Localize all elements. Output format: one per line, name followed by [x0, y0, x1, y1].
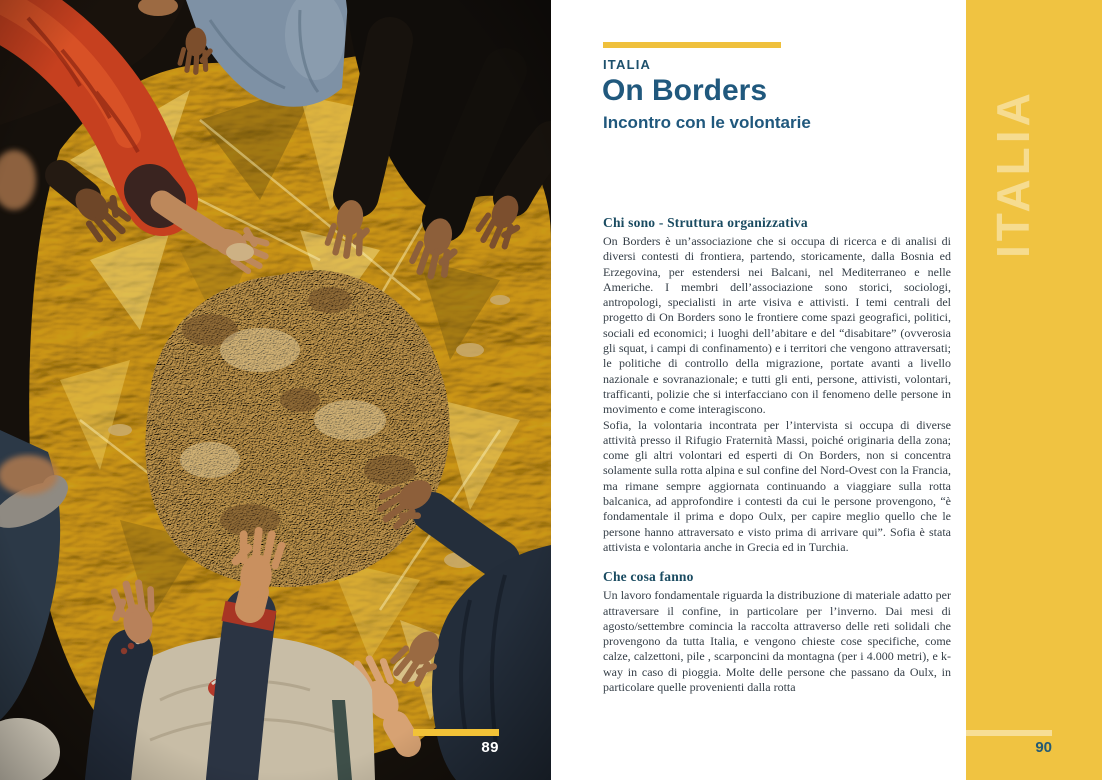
section-heading: Che cosa fanno	[603, 569, 694, 585]
page-number-left: 89	[481, 739, 499, 756]
folio-accent-bar-left	[413, 729, 499, 736]
page-number-right: 90	[1035, 739, 1052, 756]
header-accent-bar	[603, 42, 781, 48]
page-title: On Borders	[602, 74, 768, 107]
section-che-cosa-fanno	[603, 569, 951, 695]
folio-accent-bar-right	[966, 730, 1052, 736]
paragraph: Sofia, la volontaria incontrata per l’intervista si occupa di diverse attività presso il Rifugio Fraternità Massi, poiché originaria della zona; come gli altri volontari ed esperti di On Borders, non si concentra solamente sulla rotta alpina e sul confine del Nord-Ovest con la Francia, ma rimane sempre aggiornata continuando a viaggiare sulla rotta balcanica, ad approfondire i contesti da cui le persone provengono, “è fondamentale il prima e dopo Oulx, per capire meglio quello che le persone hanno attraversato e visto prima di arrivare qui”. Sofia è stata attivista e volontaria anche in Grecia ed in Turchia.	[603, 417, 951, 554]
paragraph: On Borders è un’associazione che si occupa di ricerca e di analisi di diversi contesti di frontiera, partendo, storicamente, dalla Bosnia ed Erzegovina, per estendersi nei Balcani, nel Mediterraneo e nelle Americhe. I membri dell’associazione sono storici, sociologi, antropologi, specialisti in arte visiva e attivisti. I temi centrali del progetto di On Borders sono le frontiere come spazi geografici, politici, sociali ed economici; i luoghi dell’abitare e del “disabitare” (ovverosia gli squat, i campi di confinamento) e i territori che vengono attraversati; le politiche di controllo della migrazione, portate avanti a livello nazionale e sovranazionale; e tutti gli enti, persone, attivisti, volontari, trafficanti, polizie che si interfacciano con il fenomeno delle persone in movimento e come interagiscono.	[603, 234, 951, 417]
section-heading: Chi sono - Struttura organizzativa	[603, 215, 808, 230]
text-page	[551, 0, 966, 780]
section-chi-sono	[603, 215, 951, 555]
side-tab-label: ITALIA	[987, 89, 1039, 258]
page-subtitle: Incontro con le volontarie	[603, 113, 811, 132]
country-kicker: ITALIA	[603, 57, 652, 72]
paragraph: Un lavoro fondamentale riguarda la distribuzione di materiale adatto per attraversare il confine, in particolare per l’inverno. Dai mesi di agosto/settembre comincia la raccolta attraverso delle reti solidali che provengono da tutta Italia, e vengono chieste cose specifiche, come calze, calzettoni, pile , scarponcini da montagna (per i 4.000 metri), e k-way in caso di pioggia. Molte delle persone che passano da Oulx, in particolare quelle provenienti dalla rotta	[603, 588, 951, 695]
article-body	[603, 215, 951, 695]
